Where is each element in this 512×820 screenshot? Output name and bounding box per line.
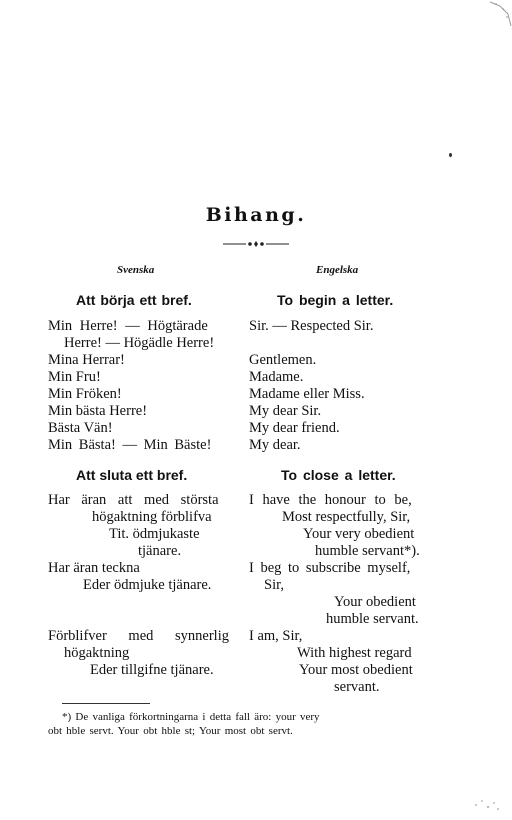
scan-artifact-bottom [470, 795, 504, 815]
text-line: Madame eller Miss. [249, 386, 365, 402]
text-line: Min bästa Herre! [48, 403, 148, 419]
section-heading-begin-swedish: Att börja ett bref. [76, 292, 192, 308]
text-line: Gentlemen. [249, 352, 317, 368]
text-line: With highest regard [297, 645, 412, 661]
text-line: My dear. [249, 437, 301, 453]
text-line: Sir. — Respected Sir. [249, 318, 374, 334]
text-line: My dear Sir. [249, 403, 322, 419]
text-line: Tit. ödmjukaste [109, 526, 200, 542]
text-line: Eder ödmjuke tjänare. [83, 577, 212, 593]
page-title: Bihang. [205, 204, 307, 226]
text-line: Har äran teckna [48, 560, 140, 576]
text-line: Min Herre! — Högtärade [48, 318, 208, 334]
text-line: högaktning förblifva [92, 509, 212, 525]
text-line: Förblifver med synnerlig [48, 628, 229, 644]
text-line: Bästa Vän! [48, 420, 113, 436]
text-line: I am, Sir, [249, 628, 303, 644]
text-line: Sir, [264, 577, 284, 593]
footnote-line: obt hble servt. Your obt hble st; Your most obt servt. [48, 725, 293, 737]
text-line: Most respectfully, Sir, [282, 509, 411, 525]
text-line: tjänare. [138, 543, 182, 559]
text-line: Min Fröken! [48, 386, 122, 402]
scan-noise-icon [470, 795, 504, 815]
text-line: I beg to subscribe myself, [249, 560, 411, 576]
footnote-line: *) De vanliga förkortningarna i detta fall äro: your very [62, 711, 320, 723]
text-line: humble servant*). [315, 543, 420, 559]
text-line: Your obedient [334, 594, 416, 610]
text-line: Your very obedient [303, 526, 415, 542]
column-header-swedish: Svenska [117, 264, 155, 276]
ornament-divider-icon [221, 239, 291, 249]
title-ornament [0, 236, 512, 254]
text-line: servant. [334, 679, 380, 695]
scan-speck [449, 153, 452, 157]
section-heading-begin-english: To begin a letter. [277, 292, 394, 308]
text-line: humble servant. [326, 611, 419, 627]
text-line: Eder tillgifne tjänare. [90, 662, 214, 678]
column-header-english: Engelska [316, 264, 359, 276]
text-line: My dear friend. [249, 420, 340, 436]
text-line: Your most obedient [299, 662, 413, 678]
section-heading-close-english: To close a letter. [281, 467, 396, 483]
text-line: högaktning [64, 645, 130, 661]
footnote-rule [62, 703, 150, 704]
scan-artifact-corner [488, 0, 512, 28]
text-line: I have the honour to be, [249, 492, 412, 508]
text-line: Herre! — Högädle Herre! [64, 335, 215, 351]
text-line: Min Fru! [48, 369, 101, 385]
scan-noise-icon [488, 0, 512, 28]
text-line: Mina Herrar! [48, 352, 125, 368]
text-line: Madame. [249, 369, 304, 385]
section-heading-close-swedish: Att sluta ett bref. [76, 467, 188, 483]
text-line: Har äran att med största [48, 492, 219, 508]
text-line: Min Bästa! — Min Bäste! [48, 437, 212, 453]
